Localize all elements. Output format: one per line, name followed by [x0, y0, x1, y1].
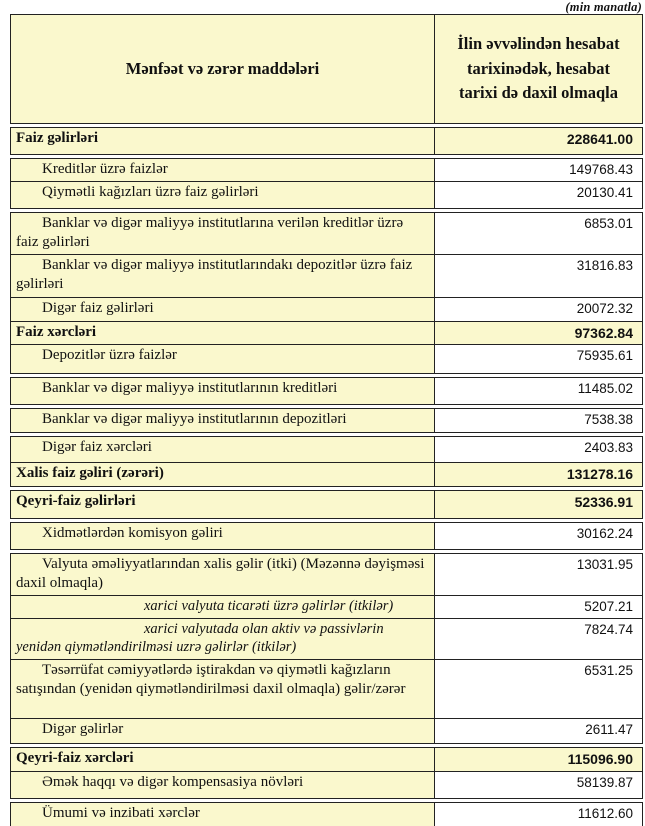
table-row [10, 771, 643, 799]
table-row [10, 297, 643, 321]
row-label: Əmək haqqı və digər kompensasiya növləri [11, 772, 435, 798]
row-value: 7824.74 [435, 619, 642, 659]
row-label: Banklar və digər maliyyə institutlarının depozitləri [11, 409, 435, 431]
row-value: 58139.87 [435, 772, 642, 798]
row-label: Banklar və digər maliyyə institutlarındakı depozitlər üzrə faiz gəlirləri [11, 255, 435, 297]
row-value: 31816.83 [435, 255, 642, 297]
row-label: Qeyri-faiz gəlirləri [11, 491, 435, 518]
header-items-column: Mənfəət və zərər maddələri [11, 15, 435, 123]
row-label: Təsərrüfat cəmiyyətlərdə iştirakdan və qiymətli kağızların satışından (yenidən qiymətləndirilməsi daxil olmaqla) gəlir/zərər [11, 660, 435, 718]
table-row [10, 254, 643, 298]
row-label: Qeyri-faiz xərcləri [11, 748, 435, 771]
row-label: Faiz xərcləri [11, 322, 435, 345]
table-row [10, 802, 643, 826]
row-value: 5207.21 [435, 596, 642, 618]
row-value: 97362.84 [574, 324, 633, 341]
table-row [10, 321, 643, 346]
row-value: 2403.83 [435, 437, 642, 462]
row-value: 2611.47 [435, 719, 642, 743]
table-header-row [10, 14, 643, 124]
table-row [10, 181, 643, 209]
table-row [10, 127, 643, 155]
table-row [10, 618, 643, 660]
table-row [10, 408, 643, 432]
row-label: xarici valyutada olan aktiv və passivlərin yenidən qiymətləndirilməsi uzrə gəlirlər (itkilər) [11, 619, 435, 659]
row-value: 52336.91 [574, 493, 633, 510]
table-row [10, 490, 643, 519]
row-value: 75935.61 [435, 345, 642, 373]
table-row [10, 659, 643, 719]
row-label: Kreditlər üzrə faizlər [11, 159, 435, 181]
row-value: 20072.32 [435, 298, 642, 320]
row-label: Faiz gəlirləri [11, 128, 435, 154]
row-label: Xalis faiz gəliri (zərəri) [11, 463, 435, 486]
row-label: Xidmətlərdən komisyon gəliri [11, 523, 435, 549]
row-value: 11485.02 [435, 378, 642, 404]
row-value: 6531.25 [435, 660, 642, 718]
profit-loss-table [10, 15, 643, 826]
row-label: Valyuta əməliyyatlarından xalis gəlir (itki) (Məzənnə dəyişməsi daxil olmaqla) [11, 554, 435, 595]
row-label: Ümumi və inzibati xərclər [11, 803, 435, 826]
table-row [10, 212, 643, 255]
row-value: 7538.38 [435, 409, 642, 431]
row-label: Digər gəlirlər [11, 719, 435, 743]
table-row [10, 747, 643, 772]
row-value: 11612.60 [435, 803, 642, 826]
header-period-column: İlin əvvəlindən hesabat tarixinədək, hesabat tarixi də daxil olmaqla [457, 33, 620, 103]
row-value: 30162.24 [435, 523, 642, 549]
row-value: 131278.16 [566, 465, 633, 482]
table-row [10, 522, 643, 550]
table-row [10, 344, 643, 374]
row-label: Banklar və digər maliyyə institutlarına verilən kreditlər üzrə faiz gəlirləri [11, 213, 435, 254]
row-label: xarici valyuta ticarəti üzrə gəlirlər (itkilər) [11, 596, 435, 618]
table-row [10, 595, 643, 619]
row-label: Qiymətli kağızları üzrə faiz gəlirləri [11, 182, 435, 208]
row-value: 6853.01 [435, 213, 642, 254]
table-row [10, 718, 643, 744]
row-label: Digər faiz gəlirləri [11, 298, 435, 320]
row-value: 115096.90 [567, 750, 633, 767]
units-note: (min manatla) [565, 0, 642, 14]
table-row [10, 462, 643, 487]
row-label: Depozitlər üzrə faizlər [11, 345, 435, 373]
row-label: Banklar və digər maliyyə institutlarının kreditləri [11, 378, 435, 404]
table-row [10, 158, 643, 182]
row-value: 149768.43 [435, 159, 642, 181]
row-value: 20130.41 [435, 182, 642, 208]
table-row [10, 377, 643, 405]
row-value: 228641.00 [566, 131, 633, 147]
table-row [10, 436, 643, 463]
row-label: Digər faiz xərcləri [11, 437, 435, 462]
row-value: 13031.95 [435, 554, 642, 595]
table-row [10, 553, 643, 596]
table-rows [10, 127, 643, 826]
